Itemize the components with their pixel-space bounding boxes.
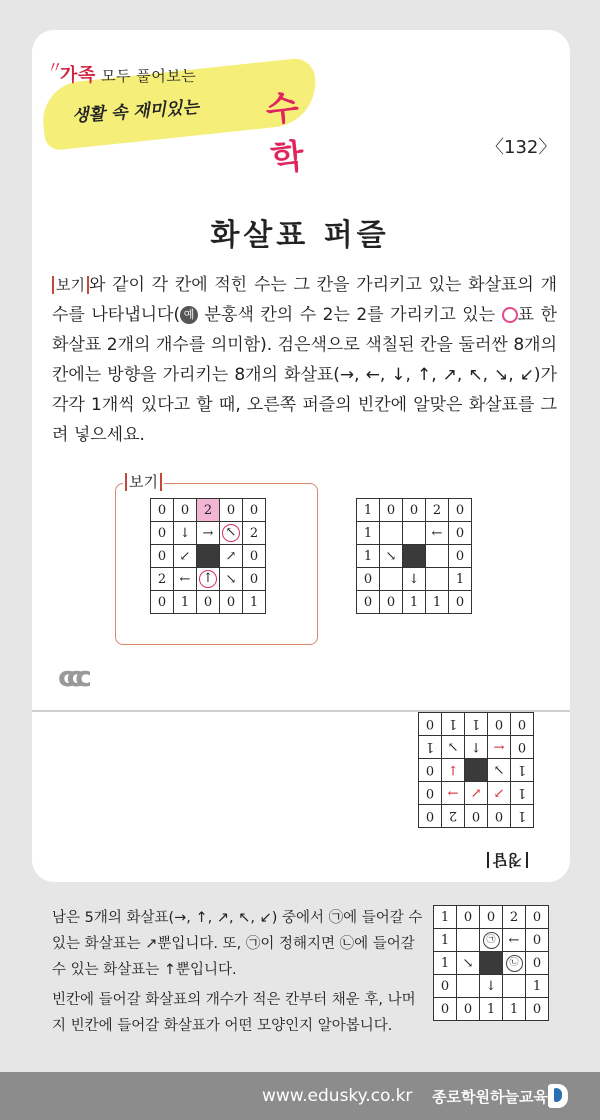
grid-cell: 0 [419,805,442,828]
grid-cell: 1 [434,929,457,952]
grid-cell: 0 [220,499,243,522]
grid-cell: 1 [357,522,380,545]
grid-cell: 2 [442,805,465,828]
grid-cell: 1 [442,713,465,736]
grid-cell: 1 [419,736,442,759]
grid-cell: 0 [403,499,426,522]
grid-cell: → [197,522,220,545]
grid-cell: 0 [174,499,197,522]
grid-row [357,591,472,614]
grid-cell: ㉡ [503,952,526,975]
grid-cell: 0 [449,591,472,614]
grid-row [151,522,266,545]
grid-cell [503,975,526,998]
grid-cell: 0 [457,998,480,1021]
grid-cell: 1 [403,591,426,614]
brand-logo-icon [548,1084,568,1108]
grid-cell: ↑ [465,736,488,759]
grid-cell [197,545,220,568]
grid-cell: 1 [511,782,534,805]
grid-cell: 1 [434,906,457,929]
grid-cell: ← [488,736,511,759]
grid-cell: 0 [243,499,266,522]
grid-cell: 0 [449,522,472,545]
banner-line1: 가족 모두 풀어보는 [60,65,197,86]
banner-math-word: 수학 [263,87,306,180]
grid-cell: 1 [449,568,472,591]
grid-cell [426,568,449,591]
grid-cell: 0 [151,499,174,522]
grid-cell: 0 [434,998,457,1021]
grid-row [419,736,534,759]
grid-cell: 0 [526,952,549,975]
explanation-p1: 남은 5개의 화살표(→, ↑, ↗, ↖, ↙) 중에서 ㉠에 들어갈 수 있는 화살표는 ↗뿐입니다. 또, ㉠이 정해지면 ㉡에 들어갈 수 있는 화살표는 ↑뿐입니다. [52,910,423,978]
example-grid [150,498,266,614]
grid-cell: 0 [526,929,549,952]
grid-cell: ↓ [442,759,465,782]
grid-cell: 0 [380,499,403,522]
grid-cell: ← [503,929,526,952]
grid-cell: ↑ [197,568,220,591]
grid-row [434,952,549,975]
grid-cell: 0 [151,591,174,614]
grid-cell: ↗ [488,782,511,805]
grid-cell: ← [174,568,197,591]
grid-cell [457,975,480,998]
grid-row [419,805,534,828]
grid-row [151,568,266,591]
spark-icon: 〃 [47,58,64,77]
page-title: 화살표 퍼즐 [210,218,390,253]
grid-cell: 2 [503,906,526,929]
grid-cell: 0 [488,713,511,736]
grid-row [419,782,534,805]
example-mark-icon: 예 [180,306,198,324]
grid-cell: 1 [511,805,534,828]
footer [0,1072,600,1120]
puzzle-description: 보기 와 같이 각 칸에 적힌 수는 그 칸을 가리키고 있는 화살표의 개수를 나타냅니다( 예 분홍색 칸의 수 2는 2를 가리키고 있는 표 한 화살표 2개의 개수를 의미함). 검은색으로 색칠된 칸을 둘러싼 8개의 칸에는 방향을 가리키는 8개의 화살표(→, ←, ↓, ↑, ↗, ↖, ↘, ↙)가 각각 1개씩 있다고 할 때, 오른쪽 퍼즐의 빈칸에 알맞은 화살표를 그려 넣으세요. [52,275,557,445]
grid-row [419,713,534,736]
grid-cell [403,522,426,545]
grid-cell: 0 [511,713,534,736]
grid-row [434,998,549,1021]
grid-cell: 0 [220,591,243,614]
grid-row [357,568,472,591]
grid-cell: 0 [480,906,503,929]
grid-row [434,975,549,998]
grid-row [151,499,266,522]
grid-cell: ↓ [480,975,503,998]
grid-cell: 0 [357,568,380,591]
grid-cell: 1 [480,998,503,1021]
grid-cell: 1 [526,975,549,998]
grid-cell: 0 [449,545,472,568]
series-banner [22,45,322,180]
grid-cell: ↗ [220,545,243,568]
grid-cell: ㉠ [480,929,503,952]
pink-circle-icon [502,307,518,323]
answer-grid [418,712,534,828]
grid-cell: 1 [511,759,534,782]
grid-cell: 2 [426,499,449,522]
explanation-grid [433,905,549,1021]
grid-cell: ↘ [488,759,511,782]
grid-cell: → [442,782,465,805]
grid-cell: 0 [526,998,549,1021]
grid-cell: 0 [357,591,380,614]
grid-cell: 0 [434,975,457,998]
grid-row [434,906,549,929]
grid-row [151,545,266,568]
grid-cell: 0 [449,499,472,522]
grid-cell: ↘ [380,545,403,568]
grid-cell: ↓ [403,568,426,591]
grid-cell: 1 [357,499,380,522]
grid-cell: 1 [357,545,380,568]
issue-number: 〈132〉 [486,137,557,158]
grid-cell [403,545,426,568]
grid-cell [426,545,449,568]
grid-cell: 0 [457,906,480,929]
grid-cell: 2 [243,522,266,545]
grid-row [357,499,472,522]
binder-rings-icon: ccc [58,660,84,693]
example-box-label: 보기 [123,472,164,491]
grid-cell: 0 [526,906,549,929]
grid-cell: ↘ [457,952,480,975]
example-tag: 보기 [52,276,89,294]
grid-cell: 0 [419,782,442,805]
grid-cell: 0 [511,736,534,759]
grid-cell [480,952,503,975]
grid-cell [380,522,403,545]
grid-cell: 0 [243,568,266,591]
grid-cell: ↓ [174,522,197,545]
grid-cell: 0 [151,545,174,568]
footer-brand: 종로학원하늘교육 [432,1088,548,1106]
footer-url[interactable]: www.edusky.co.kr [262,1086,413,1106]
grid-cell: 0 [380,591,403,614]
grid-cell: 0 [419,713,442,736]
grid-cell: ↙ [465,782,488,805]
grid-cell: 0 [151,522,174,545]
explanation-p2: 빈칸에 들어갈 화살표의 개수가 적은 칸부터 채운 후, 나머지 빈칸에 들어갈 화살표가 어떤 모양인지 알아봅니다. [52,992,416,1034]
grid-cell: 0 [243,545,266,568]
puzzle-grid [356,498,472,614]
grid-cell: ← [426,522,449,545]
grid-cell: 1 [174,591,197,614]
grid-cell: 1 [434,952,457,975]
grid-row [357,545,472,568]
grid-cell: 0 [488,805,511,828]
grid-cell [380,568,403,591]
grid-cell: ↙ [174,545,197,568]
grid-row [151,591,266,614]
banner-line2: 생활 속 재미있는 [71,97,200,127]
grid-cell: 0 [419,759,442,782]
grid-cell: 0 [197,591,220,614]
grid-cell: 0 [465,805,488,828]
grid-cell [457,929,480,952]
answer-label: 정답 [487,852,528,868]
explanation [52,905,427,1043]
grid-cell: ↘ [220,568,243,591]
grid-row [419,759,534,782]
grid-cell: ↖ [220,522,243,545]
grid-cell: 1 [426,591,449,614]
grid-cell: 1 [503,998,526,1021]
grid-cell: 2 [151,568,174,591]
grid-cell: 2 [197,499,220,522]
grid-cell: 1 [243,591,266,614]
grid-row [434,929,549,952]
grid-cell: ↘ [442,736,465,759]
grid-cell [465,759,488,782]
grid-cell: 1 [465,713,488,736]
grid-row [357,522,472,545]
